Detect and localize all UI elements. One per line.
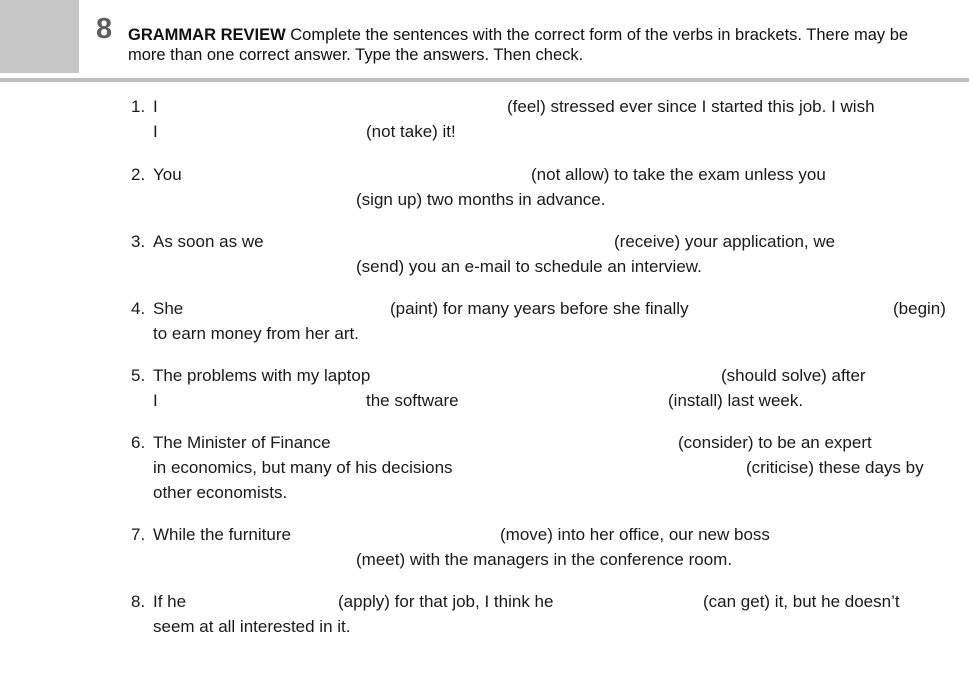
sentence-text: (receive) your application, we — [614, 232, 836, 251]
item-number: 7. — [131, 525, 146, 544]
sentence-text: (can get) it, but he doesn’t — [703, 592, 900, 611]
sentence-text: She — [153, 299, 184, 318]
sentence-text: (not take) it! — [366, 122, 456, 141]
sentence-text: (should solve) after — [721, 366, 866, 385]
sentence-text: I — [153, 97, 158, 116]
sentence-text: I — [153, 122, 158, 141]
sentence-text: other economists. — [153, 483, 288, 502]
sentence-text: If he — [153, 592, 187, 611]
sentence-text: seem at all interested in it. — [153, 617, 351, 636]
item-number: 4. — [131, 299, 146, 318]
sentence-text: As soon as we — [153, 232, 264, 251]
sentence-text: (send) you an e-mail to schedule an interview. — [356, 257, 702, 276]
sentence-text: (consider) to be an expert — [678, 433, 872, 452]
sentence-text: (begin) — [893, 299, 946, 318]
sentence-text: to earn money from her art. — [153, 324, 359, 343]
exercise-title: GRAMMAR REVIEW — [128, 26, 286, 44]
item-number: 8. — [131, 592, 146, 611]
sentence-text: (apply) for that job, I think he — [338, 592, 554, 611]
sentence-text: (not allow) to take the exam unless you — [531, 165, 826, 184]
sentence-text: (feel) stressed ever since I started this job. I wish — [507, 97, 875, 116]
sentence-text: in economics, but many of his decisions — [153, 458, 453, 477]
item-number: 5. — [131, 366, 146, 385]
item-number: 2. — [131, 165, 146, 184]
exercise-instructions — [128, 25, 948, 65]
sentence-text: (move) into her office, our new boss — [500, 525, 770, 544]
exercise-instruction-text: Complete the sentences with the correct form of the verbs in brackets. There may be more than one correct answer. Type the answers. Then check. — [128, 26, 909, 64]
sentence-text: (paint) for many years before she finally — [390, 299, 689, 318]
item-number: 6. — [131, 433, 146, 452]
sentence-text: the software — [366, 391, 459, 410]
sentence-text: The problems with my laptop — [153, 366, 371, 385]
sentence-text: While the furniture — [153, 525, 291, 544]
sentence-text: (install) last week. — [668, 391, 804, 410]
item-number: 3. — [131, 232, 146, 251]
exercise-number-box — [0, 0, 79, 73]
header-divider — [0, 78, 969, 82]
exercise-number: 8 — [96, 13, 113, 45]
sentence-text: (criticise) these days by — [746, 458, 924, 477]
exercise-header — [0, 0, 969, 80]
item-number: 1. — [131, 97, 146, 116]
sentence-text: The Minister of Finance — [153, 433, 331, 452]
sentence-text: I — [153, 391, 158, 410]
sentence-text: (meet) with the managers in the conference room. — [356, 550, 733, 569]
sentence-text: (sign up) two months in advance. — [356, 190, 606, 209]
sentence-text: You — [153, 165, 182, 184]
